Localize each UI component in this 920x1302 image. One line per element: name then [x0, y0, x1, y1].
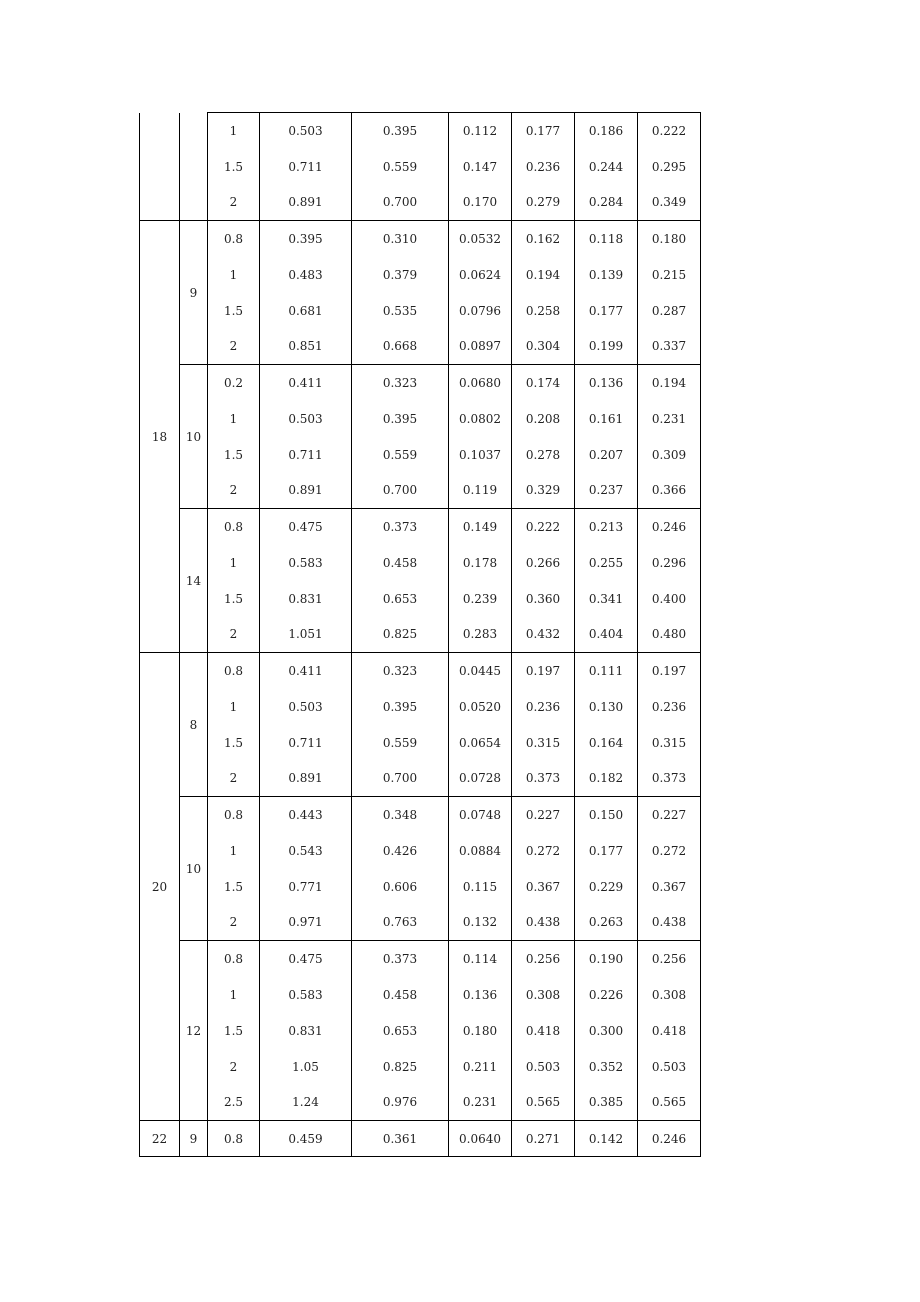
table-row [140, 653, 701, 689]
table-cell: 1 [208, 257, 260, 293]
table-cell: 0.111 [575, 653, 638, 689]
table-cell: 0.0796 [449, 293, 512, 329]
table-cell: 0.180 [449, 1013, 512, 1049]
table-cell: 0.559 [352, 437, 449, 473]
table-cell: 0.295 [638, 149, 701, 185]
table-cell: 1.5 [208, 293, 260, 329]
table-cell: 0.831 [260, 581, 352, 617]
table-cell: 0.266 [512, 545, 575, 581]
table-cell: 0.255 [575, 545, 638, 581]
table-cell: 0.891 [260, 185, 352, 221]
table-cell: 0.763 [352, 905, 449, 941]
table-cell: 0.308 [638, 977, 701, 1013]
table-cell: 0.300 [575, 1013, 638, 1049]
table-row [140, 473, 701, 509]
table-cell: 1.05 [260, 1049, 352, 1085]
table-row [140, 365, 701, 401]
table-cell: 0.395 [352, 113, 449, 149]
table-cell: 0.177 [512, 113, 575, 149]
group-t-cell: 12 [180, 941, 208, 1121]
table-cell: 0.136 [449, 977, 512, 1013]
table-cell: 0.681 [260, 293, 352, 329]
table-row [140, 905, 701, 941]
table-cell: 0.891 [260, 761, 352, 797]
table-cell: 0.309 [638, 437, 701, 473]
table-cell: 0.149 [449, 509, 512, 545]
table-cell: 0.256 [512, 941, 575, 977]
table-cell: 0.668 [352, 329, 449, 365]
table-cell: 0.279 [512, 185, 575, 221]
table-cell: 0.559 [352, 149, 449, 185]
table-cell: 0.337 [638, 329, 701, 365]
table-cell: 0.825 [352, 1049, 449, 1085]
table-cell: 0.438 [512, 905, 575, 941]
table-cell: 0.197 [638, 653, 701, 689]
table-row [140, 689, 701, 725]
table-cell: 0.147 [449, 149, 512, 185]
table-cell: 0.315 [638, 725, 701, 761]
table-cell: 0.136 [575, 365, 638, 401]
table-cell: 0.443 [260, 797, 352, 833]
table-cell: 0.583 [260, 977, 352, 1013]
table-cell: 0.483 [260, 257, 352, 293]
table-cell: 0.8 [208, 653, 260, 689]
table-cell: 0.1037 [449, 437, 512, 473]
table-cell: 0.700 [352, 185, 449, 221]
table-cell: 0.395 [260, 221, 352, 257]
table-cell: 0.0802 [449, 401, 512, 437]
table-cell: 0.139 [575, 257, 638, 293]
table-cell: 0.329 [512, 473, 575, 509]
table-cell: 0.825 [352, 617, 449, 653]
table-cell: 0.361 [352, 1121, 449, 1157]
table-body [140, 113, 701, 1157]
table-cell: 0.400 [638, 581, 701, 617]
table-row [140, 293, 701, 329]
table-cell: 0.199 [575, 329, 638, 365]
table-cell: 0.411 [260, 365, 352, 401]
table-row [140, 221, 701, 257]
table-cell: 0.308 [512, 977, 575, 1013]
table-cell: 0.182 [575, 761, 638, 797]
table-cell: 1.5 [208, 869, 260, 905]
table-cell: 0.296 [638, 545, 701, 581]
group-d-cell: 20 [140, 653, 180, 1121]
table-cell: 0.503 [512, 1049, 575, 1085]
table-cell: 1 [208, 833, 260, 869]
table-cell: 0.543 [260, 833, 352, 869]
table-cell: 0.700 [352, 761, 449, 797]
table-cell: 0.535 [352, 293, 449, 329]
table-cell: 1 [208, 977, 260, 1013]
table-cell: 0.503 [260, 113, 352, 149]
table-cell: 0.565 [638, 1085, 701, 1121]
table-cell: 0.0624 [449, 257, 512, 293]
table-cell: 0.162 [512, 221, 575, 257]
table-cell: 0.395 [352, 401, 449, 437]
table-cell: 0.194 [638, 365, 701, 401]
table-cell: 0.194 [512, 257, 575, 293]
table-cell: 0.246 [638, 1121, 701, 1157]
table-cell: 0.177 [575, 293, 638, 329]
table-cell: 0.197 [512, 653, 575, 689]
table-cell: 0.480 [638, 617, 701, 653]
table-cell: 0.215 [638, 257, 701, 293]
table-cell: 0.226 [575, 977, 638, 1013]
table-row [140, 581, 701, 617]
table-cell: 0.272 [512, 833, 575, 869]
table-row [140, 437, 701, 473]
table-cell: 0.132 [449, 905, 512, 941]
table-cell: 0.976 [352, 1085, 449, 1121]
table-cell: 0.208 [512, 401, 575, 437]
table-cell: 1 [208, 689, 260, 725]
table-row [140, 1049, 701, 1085]
table-cell: 0.237 [575, 473, 638, 509]
table-cell: 0.258 [512, 293, 575, 329]
data-table [139, 112, 701, 1157]
table-cell: 0.458 [352, 545, 449, 581]
table-cell: 0.150 [575, 797, 638, 833]
table-cell: 0.161 [575, 401, 638, 437]
table-cell: 0.352 [575, 1049, 638, 1085]
group-d-cell: 22 [140, 1121, 180, 1157]
table-row [140, 113, 701, 149]
table-cell: 0.323 [352, 365, 449, 401]
table-cell: 0.0680 [449, 365, 512, 401]
table-cell: 0.404 [575, 617, 638, 653]
table-cell: 0.0654 [449, 725, 512, 761]
table-cell: 0.231 [638, 401, 701, 437]
table-cell: 0.341 [575, 581, 638, 617]
table-cell: 0.207 [575, 437, 638, 473]
table-cell: 2 [208, 329, 260, 365]
table-cell: 0.271 [512, 1121, 575, 1157]
table-cell: 0.771 [260, 869, 352, 905]
table-cell: 0.475 [260, 941, 352, 977]
table-cell: 0.373 [352, 941, 449, 977]
table-cell: 0.8 [208, 509, 260, 545]
table-cell: 0.244 [575, 149, 638, 185]
table-cell: 0.222 [638, 113, 701, 149]
table-row [140, 185, 701, 221]
table-cell: 0.503 [260, 401, 352, 437]
table-row [140, 1121, 701, 1157]
table-cell: 0.2 [208, 365, 260, 401]
table-row [140, 725, 701, 761]
table-cell: 1.051 [260, 617, 352, 653]
group-t-cell: 9 [180, 1121, 208, 1157]
table-cell: 0.256 [638, 941, 701, 977]
table-cell: 0.283 [449, 617, 512, 653]
table-cell: 0.418 [512, 1013, 575, 1049]
table-cell: 0.348 [352, 797, 449, 833]
table-cell: 1 [208, 401, 260, 437]
table-cell: 0.227 [512, 797, 575, 833]
table-cell: 0.851 [260, 329, 352, 365]
group-t-cell: 10 [180, 797, 208, 941]
table-cell: 0.565 [512, 1085, 575, 1121]
group-d-cell: 18 [140, 221, 180, 653]
table-cell: 0.284 [575, 185, 638, 221]
table-row [140, 797, 701, 833]
table-cell: 0.211 [449, 1049, 512, 1085]
table-cell: 0.177 [575, 833, 638, 869]
table-cell: 0.418 [638, 1013, 701, 1049]
table-cell: 0.119 [449, 473, 512, 509]
table-cell: 0.315 [512, 725, 575, 761]
table-cell: 0.130 [575, 689, 638, 725]
table-cell: 0.174 [512, 365, 575, 401]
table-cell: 0.236 [638, 689, 701, 725]
table-row [140, 329, 701, 365]
table-cell: 0.653 [352, 581, 449, 617]
table-cell: 0.367 [512, 869, 575, 905]
table-cell: 1.24 [260, 1085, 352, 1121]
table-cell: 0.0520 [449, 689, 512, 725]
table-cell: 0.213 [575, 509, 638, 545]
group-t-cell: 8 [180, 653, 208, 797]
group-t-cell: 9 [180, 221, 208, 365]
table-cell: 0.118 [575, 221, 638, 257]
table-row [140, 509, 701, 545]
table-cell: 0.458 [352, 977, 449, 1013]
table-cell: 2 [208, 185, 260, 221]
table-cell: 0.231 [449, 1085, 512, 1121]
table-cell: 0.263 [575, 905, 638, 941]
table-cell: 1 [208, 113, 260, 149]
table-cell: 0.0640 [449, 1121, 512, 1157]
table-cell: 0.246 [638, 509, 701, 545]
table-cell: 1 [208, 545, 260, 581]
table-row [140, 941, 701, 977]
table-row [140, 869, 701, 905]
table-cell: 0.395 [352, 689, 449, 725]
table-cell: 0.653 [352, 1013, 449, 1049]
table-cell: 0.373 [352, 509, 449, 545]
table-cell: 2 [208, 617, 260, 653]
table-cell: 1.5 [208, 149, 260, 185]
table-cell: 0.304 [512, 329, 575, 365]
table-cell: 0.711 [260, 149, 352, 185]
table-cell: 1.5 [208, 437, 260, 473]
table-cell: 0.373 [512, 761, 575, 797]
table-cell: 0.8 [208, 797, 260, 833]
table-cell: 2 [208, 761, 260, 797]
table-cell: 0.606 [352, 869, 449, 905]
table-cell: 2 [208, 1049, 260, 1085]
table-cell: 0.475 [260, 509, 352, 545]
table-cell: 0.239 [449, 581, 512, 617]
group-t-cell: 10 [180, 365, 208, 509]
table-row [140, 1085, 701, 1121]
table-cell: 0.385 [575, 1085, 638, 1121]
table-cell: 0.432 [512, 617, 575, 653]
table-cell: 0.700 [352, 473, 449, 509]
table-cell: 0.236 [512, 689, 575, 725]
table-cell: 0.272 [638, 833, 701, 869]
table-cell: 0.349 [638, 185, 701, 221]
table-row [140, 617, 701, 653]
table-cell: 0.379 [352, 257, 449, 293]
table-cell: 0.891 [260, 473, 352, 509]
table-cell: 0.0728 [449, 761, 512, 797]
table-cell: 1.5 [208, 1013, 260, 1049]
table-cell: 1.5 [208, 725, 260, 761]
table-cell: 0.0884 [449, 833, 512, 869]
table-cell: 0.0748 [449, 797, 512, 833]
table-cell: 0.711 [260, 725, 352, 761]
table-cell: 0.178 [449, 545, 512, 581]
table-cell: 0.438 [638, 905, 701, 941]
table-cell: 0.360 [512, 581, 575, 617]
table-cell: 0.236 [512, 149, 575, 185]
table-cell: 0.0532 [449, 221, 512, 257]
table-cell: 0.503 [638, 1049, 701, 1085]
table-cell: 0.323 [352, 653, 449, 689]
table-cell: 0.170 [449, 185, 512, 221]
table-cell: 0.222 [512, 509, 575, 545]
table-cell: 0.229 [575, 869, 638, 905]
group-t-cell: 14 [180, 509, 208, 653]
table-cell: 0.373 [638, 761, 701, 797]
table-row [140, 1013, 701, 1049]
table-cell: 0.164 [575, 725, 638, 761]
table-cell: 0.503 [260, 689, 352, 725]
table-cell: 0.0897 [449, 329, 512, 365]
table-cell: 0.426 [352, 833, 449, 869]
table-cell: 0.459 [260, 1121, 352, 1157]
table-row [140, 149, 701, 185]
table-cell: 0.180 [638, 221, 701, 257]
table-cell: 0.142 [575, 1121, 638, 1157]
table-row [140, 257, 701, 293]
table-cell: 0.287 [638, 293, 701, 329]
table-cell: 1.5 [208, 581, 260, 617]
table-cell: 0.366 [638, 473, 701, 509]
table-row [140, 761, 701, 797]
table-cell: 0.411 [260, 653, 352, 689]
table-cell: 0.831 [260, 1013, 352, 1049]
table-cell: 0.278 [512, 437, 575, 473]
table-row [140, 545, 701, 581]
table-cell: 0.115 [449, 869, 512, 905]
table-cell: 0.190 [575, 941, 638, 977]
table-row [140, 401, 701, 437]
table-cell: 0.114 [449, 941, 512, 977]
table-cell: 0.367 [638, 869, 701, 905]
table-cell: 2 [208, 905, 260, 941]
table-cell: 0.8 [208, 221, 260, 257]
table-cell: 0.559 [352, 725, 449, 761]
table-cell: 0.711 [260, 437, 352, 473]
table-cell: 0.227 [638, 797, 701, 833]
table-cell: 2 [208, 473, 260, 509]
table-cell: 0.971 [260, 905, 352, 941]
table-cell: 0.112 [449, 113, 512, 149]
table-row [140, 977, 701, 1013]
table-cell: 0.8 [208, 941, 260, 977]
table-row [140, 833, 701, 869]
table-cell: 0.583 [260, 545, 352, 581]
group-t-cell [180, 113, 208, 221]
table-cell: 0.0445 [449, 653, 512, 689]
table-cell: 0.310 [352, 221, 449, 257]
table-cell: 0.8 [208, 1121, 260, 1157]
table-cell: 0.186 [575, 113, 638, 149]
table-cell: 2.5 [208, 1085, 260, 1121]
group-d-cell [140, 113, 180, 221]
